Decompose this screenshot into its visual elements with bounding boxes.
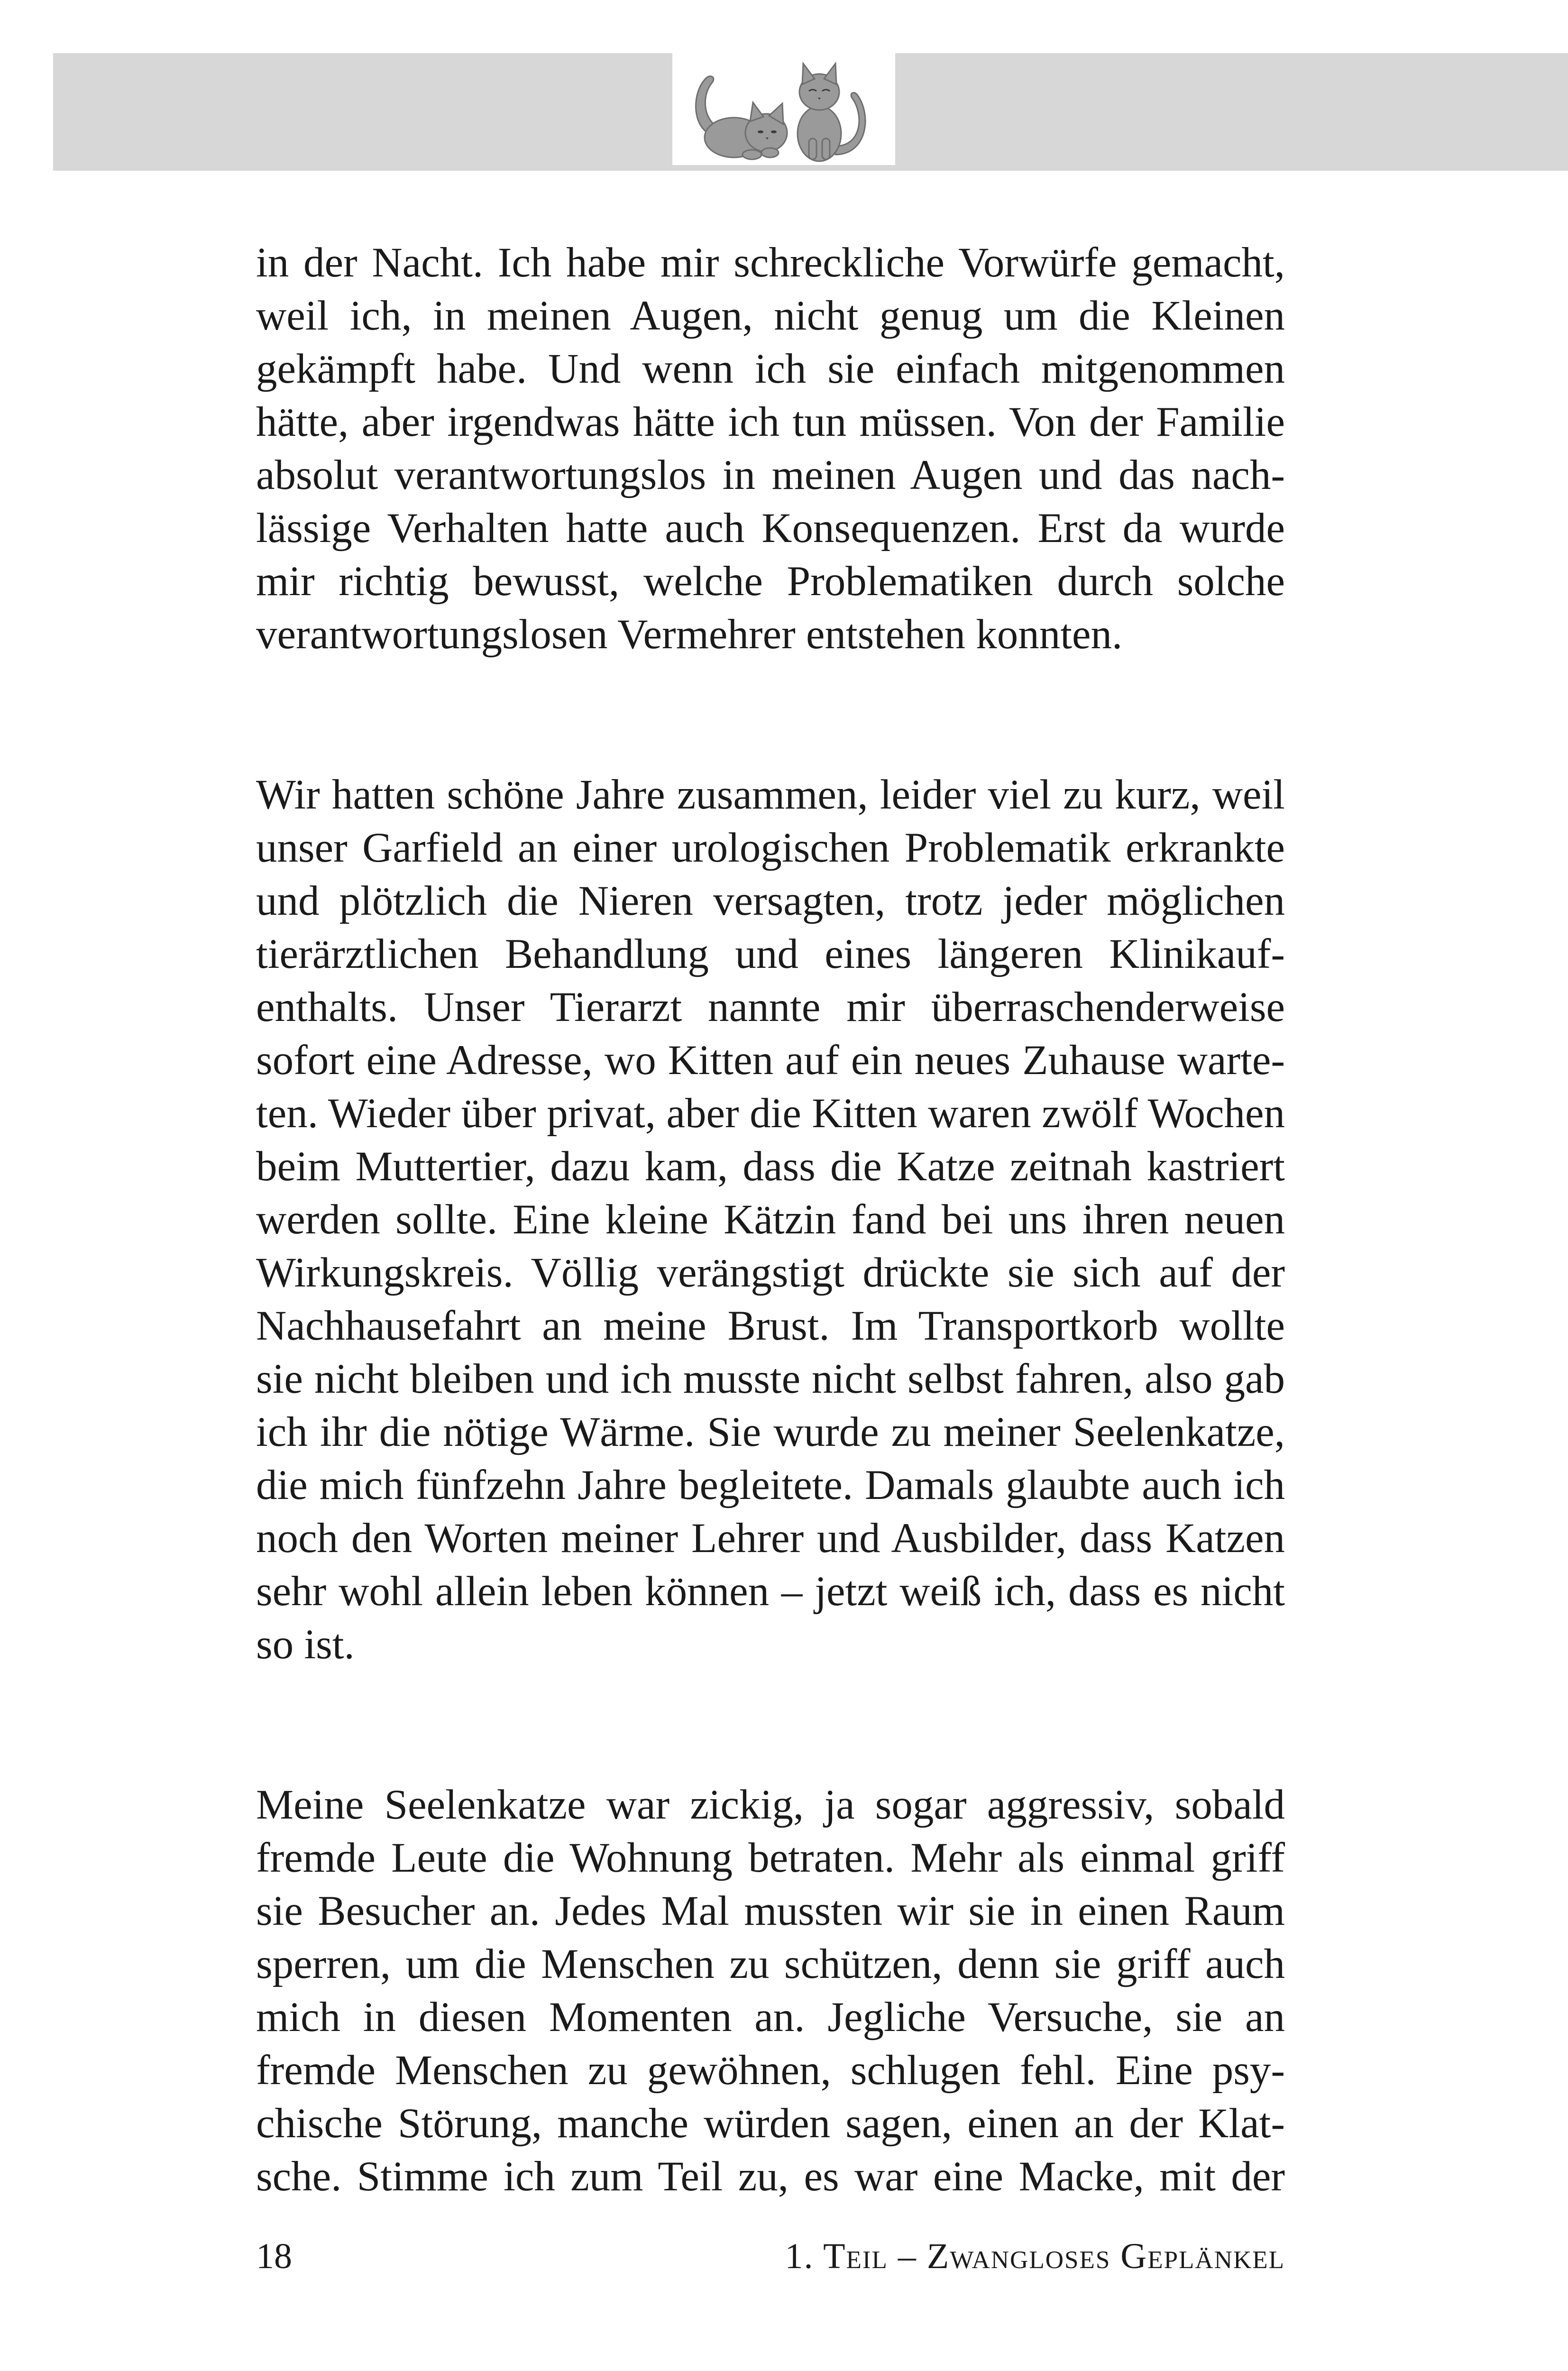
- text-line: verantwortungslosen Vermehrer entstehen konnten.: [256, 611, 1123, 658]
- text-line: Wirkungskreis. Völlig verängstigt drückte sie sich auf der: [256, 1250, 1285, 1296]
- text-line: sehr wohl allein leben können – jetzt weiß ich, dass es nicht: [256, 1568, 1285, 1615]
- text-line: und plötzlich die Nieren versagten, trotz jeder möglichen: [256, 878, 1285, 924]
- page-footer: [256, 2230, 1285, 2283]
- text-line: weil ich, in meinen Augen, nicht genug um die Kleinen: [256, 293, 1285, 339]
- text-line: so ist.: [256, 1621, 355, 1668]
- text-line: unser Garfield an einer urologischen Problematik erkrankte: [256, 825, 1285, 871]
- text-line: hätte, aber irgendwas hätte ich tun müssen. Von der Familie: [256, 399, 1285, 445]
- text-line: ten. Wieder über privat, aber die Kitten waren zwölf Wochen: [256, 1090, 1285, 1137]
- text-line: chische Störung, manche würden sagen, einen an der Klat-: [256, 2100, 1285, 2147]
- text-line: enthalts. Unser Tierarzt nannte mir überraschenderweise: [256, 984, 1285, 1030]
- body-text: [256, 236, 1285, 2203]
- text-line: sie Besucher an. Jedes Mal mussten wir sie in einen Raum: [256, 1888, 1285, 1934]
- header-logo: [672, 53, 895, 165]
- text-line: die mich fünfzehn Jahre begleitete. Damals glaubte auch ich: [256, 1462, 1285, 1508]
- text-line: Meine Seelenkatze war zickig, ja sogar aggressiv, sobald: [256, 1782, 1285, 1828]
- paragraph-2: [256, 768, 1285, 1671]
- paragraph-3: [256, 1778, 1285, 2203]
- text-line: sie nicht bleiben und ich musste nicht selbst fahren, also gab: [256, 1356, 1285, 1402]
- text-line: in der Nacht. Ich habe mir schreckliche Vorwürfe gemacht,: [256, 239, 1285, 286]
- text-line: fremde Leute die Wohnung betraten. Mehr als einmal griff: [256, 1835, 1285, 1881]
- text-line: lässige Verhalten hatte auch Konsequenzen. Erst da wurde: [256, 505, 1285, 551]
- text-line: sperren, um die Menschen zu schützen, denn sie griff auch: [256, 1941, 1285, 1987]
- text-line: mir richtig bewusst, welche Problematiken durch solche: [256, 558, 1285, 605]
- text-line: werden sollte. Eine kleine Kätzin fand bei uns ihren neuen: [256, 1196, 1285, 1243]
- text-line: tierärztlichen Behandlung und eines längeren Klinikauf-: [256, 931, 1285, 977]
- text-line: sofort eine Adresse, wo Kitten auf ein neues Zuhause warte-: [256, 1037, 1285, 1084]
- two-cats-icon: [672, 53, 895, 165]
- paragraph-1: [256, 236, 1285, 661]
- text-line: mich in diesen Momenten an. Jegliche Versuche, sie an: [256, 1994, 1285, 2040]
- text-line: gekämpft habe. Und wenn ich sie einfach mitgenommen: [256, 346, 1285, 392]
- page-number: 18: [256, 2236, 292, 2276]
- text-line: fremde Menschen zu gewöhnen, schlugen fehl. Eine psy-: [256, 2047, 1285, 2094]
- text-line: Wir hatten schöne Jahre zusammen, leider viel zu kurz, weil: [256, 772, 1285, 818]
- text-line: noch den Worten meiner Lehrer und Ausbilder, dass Katzen: [256, 1515, 1285, 1562]
- text-line: sche. Stimme ich zum Teil zu, es war eine Macke, mit der: [256, 2153, 1285, 2200]
- text-line: ich ihr die nötige Wärme. Sie wurde zu meiner Seelenkatze,: [256, 1409, 1285, 1455]
- running-head: 1. Teil – Zwangloses Geplänkel: [785, 2236, 1285, 2276]
- text-line: absolut verantwortungslos in meinen Augen und das nach-: [256, 452, 1285, 498]
- text-line: beim Muttertier, dazu kam, dass die Katze zeitnah kastriert: [256, 1143, 1285, 1190]
- text-line: Nachhausefahrt an meine Brust. Im Transportkorb wollte: [256, 1303, 1285, 1349]
